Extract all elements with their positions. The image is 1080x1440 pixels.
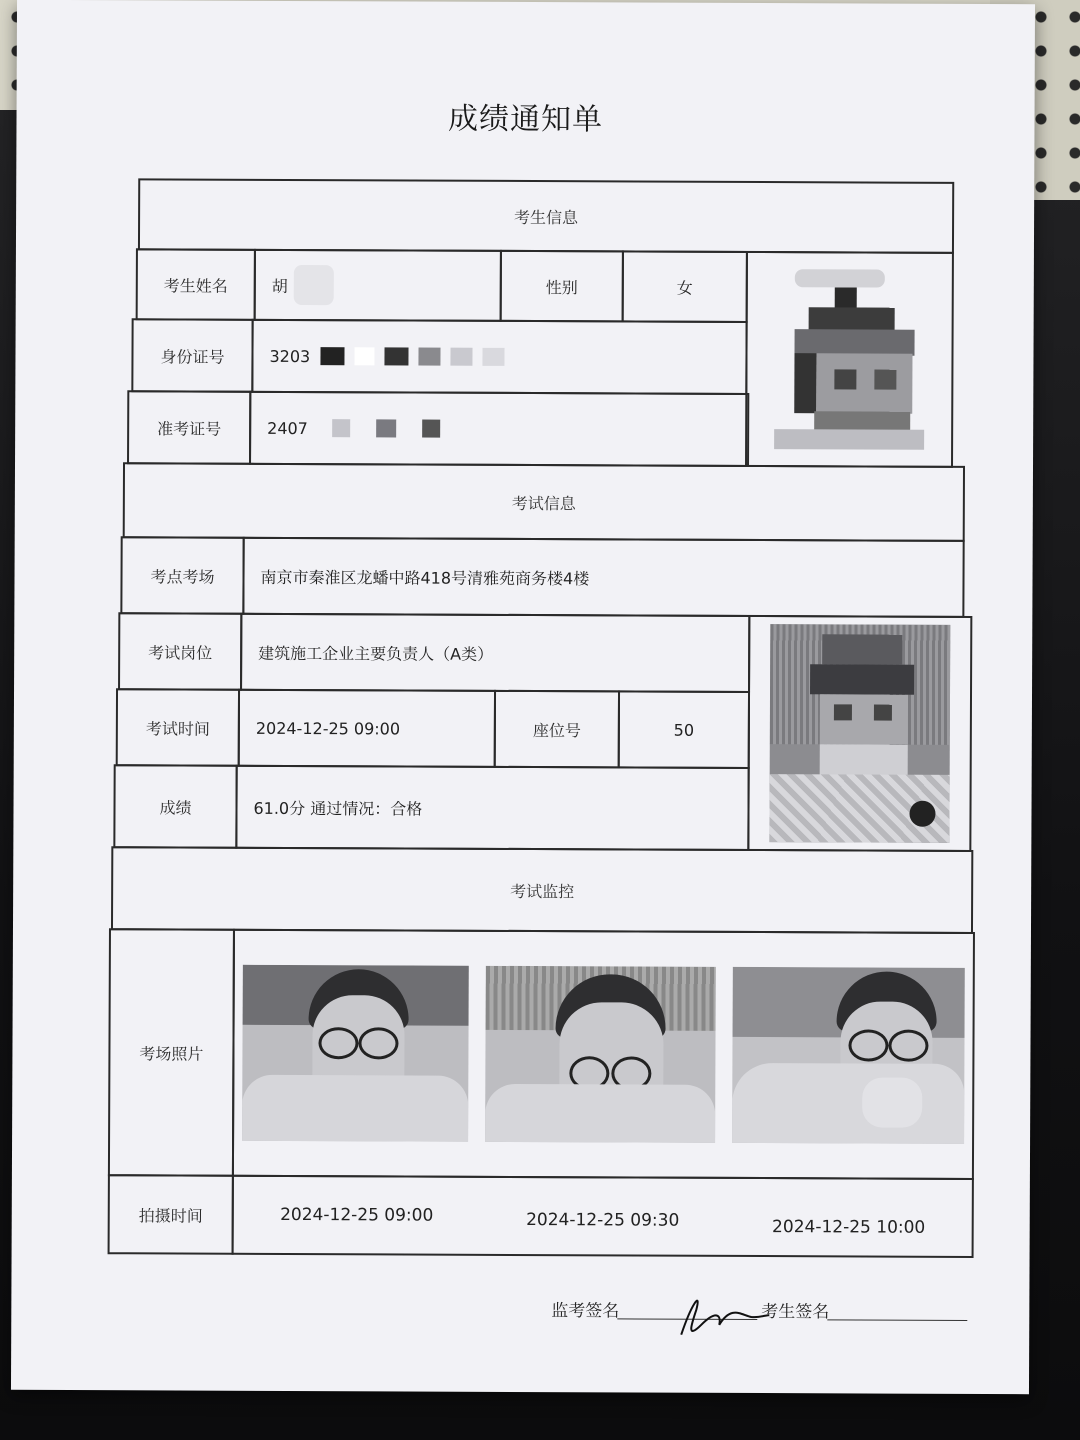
ticket-label: 准考证号 (127, 390, 251, 465)
section-exam-info: 考试信息 (123, 462, 965, 542)
time-label: 考试时间 (116, 688, 240, 767)
venue-label: 考点考场 (120, 536, 244, 615)
exam-photo-frame (747, 615, 972, 852)
position-value: 建筑施工企业主要负责人（A类） (240, 613, 750, 693)
exam-photo-mosaic (769, 624, 950, 843)
candidate-signature-line (827, 1319, 967, 1321)
monitoring-photo-2 (485, 966, 716, 1143)
id-value (251, 319, 747, 395)
monitoring-photo-3 (732, 967, 965, 1144)
seat-label: 座位号 (494, 690, 620, 769)
ticket-value-text: 2407 (267, 418, 308, 438)
shot-time-row (232, 1175, 974, 1258)
position-label: 考试岗位 (118, 612, 242, 691)
id-value-text: 3203 (269, 346, 311, 366)
name-value (254, 249, 502, 322)
id-photo-frame (745, 251, 954, 468)
shot-time-3: 2024-12-25 10:00 (772, 1217, 926, 1238)
venue-value: 南京市秦淮区龙蟠中路418号清雅苑商务楼4楼 (242, 537, 964, 618)
name-value-text: 胡 (271, 276, 288, 296)
name-label: 考生姓名 (136, 248, 256, 321)
time-value: 2024-12-25 09:00 (238, 689, 496, 768)
photos-row (232, 929, 975, 1180)
gender-value: 女 (622, 250, 748, 323)
document-title: 成绩通知单 (447, 101, 604, 138)
score-notice-paper (11, 0, 1035, 1394)
score-value: 61.0分 通过情况：合格 (235, 765, 749, 851)
shot-time-label: 拍摄时间 (108, 1174, 234, 1255)
redaction-mosaic (320, 347, 504, 366)
seat-value: 50 (618, 690, 750, 769)
shot-time-1: 2024-12-25 09:00 (280, 1204, 434, 1226)
score-notice-table (108, 178, 977, 1272)
redaction-blur (294, 265, 334, 305)
ticket-value (249, 391, 749, 467)
score-label: 成绩 (113, 764, 237, 849)
section-exam-monitoring: 考试监控 (111, 846, 973, 934)
proctor-signature-label: 监考签名 (551, 1301, 620, 1322)
shot-time-2: 2024-12-25 09:30 (526, 1210, 680, 1231)
gender-label: 性别 (500, 250, 624, 323)
photos-label: 考场照片 (108, 928, 235, 1177)
id-label: 身份证号 (131, 318, 253, 393)
section-candidate-info: 考生信息 (138, 178, 954, 254)
signature-row (551, 1292, 981, 1334)
candidate-signature-label: 考生签名 (761, 1302, 830, 1323)
monitoring-photo-1 (242, 965, 469, 1142)
redaction-mosaic (332, 419, 440, 437)
proctor-handwritten-signature (661, 1285, 771, 1345)
id-photo-mosaic (774, 269, 925, 450)
